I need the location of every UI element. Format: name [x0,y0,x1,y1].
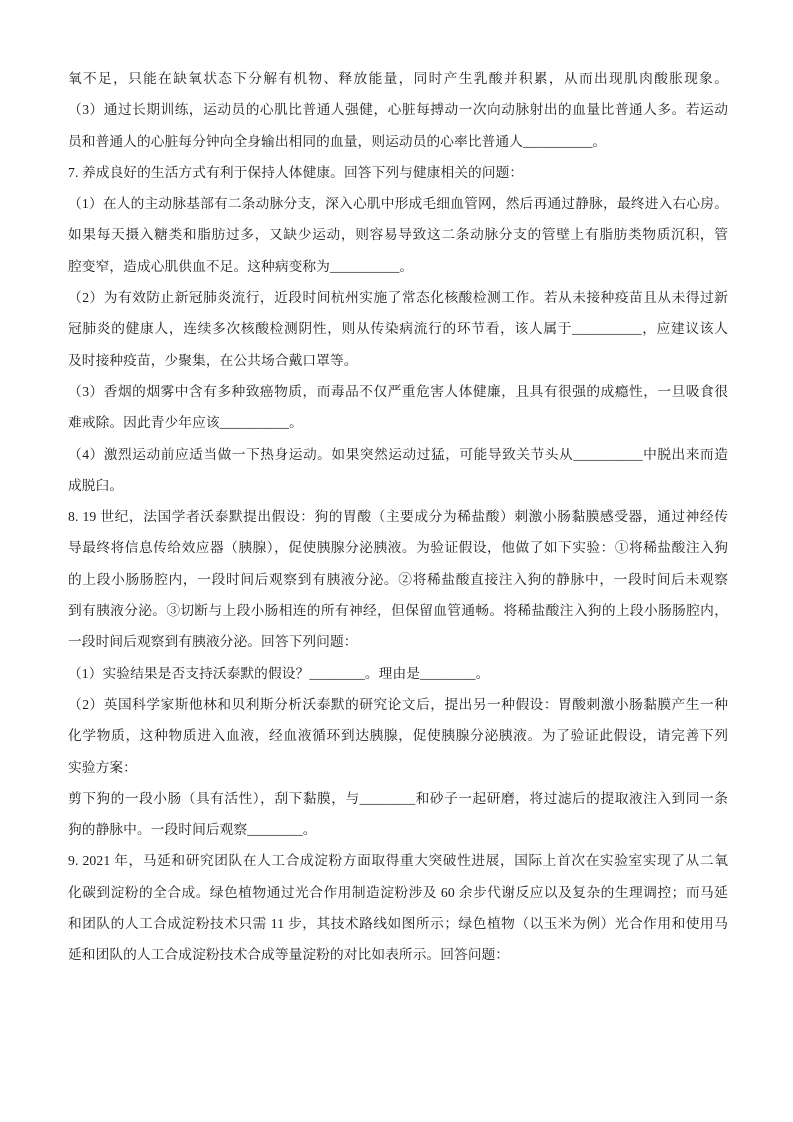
text-line: 氧不足，只能在缺氧状态下分解有机物、释放能量，同时产生乳酸并积累，从而出现肌肉酸胀现象。 [68,71,728,86]
text-line: 冠肺炎的健康人，连续多次核酸检测阴性，则从传染病流行的环节看，该人属于__________，应建议该人 [68,321,728,337]
text-line: （2）英国科学家斯他林和贝利斯分析沃泰默的研究论文后，提出另一种假设：胃酸刺激小肠黏膜产生一种 [68,696,728,712]
text-line: （4）激烈运动前应适当做一下热身运动。如果突然运动过猛，可能导致关节头从__________中脱出来而造 [68,446,728,462]
text-line: 腔变窄，造成心肌供血不足。这种病变称为__________。 [68,258,414,274]
text-line: 难戒除。因此青少年应该__________。 [68,415,303,431]
text-line: （3）香烟的烟雾中含有多种致癌物质，而毒品不仅严重危害人体健廉，且具有很强的成瘾性，一旦吸食很 [68,383,728,399]
text-line: （3）通过长期训练，运动员的心肌比普通人强健，心脏每搏动一次向动脉射出的血量比普通人多。若运动 [68,102,728,118]
text-line: （1）实验结果是否支持沃泰默的假设？________。理由是________。 [68,665,490,681]
question-6-continuation [68,63,728,157]
text-line: （2）为有效防止新冠肺炎流行，近段时间杭州实施了常态化核酸检测工作。若从未接种疫苗且从未得过新 [68,290,728,306]
text-line: 如果每天摄入糖类和脂肪过多，又缺少运动，则容易导致这二条动脉分支的管壁上有脂肪类物质沉积，管 [68,227,728,243]
question-8-heading: 8. 19 世纪，法国学者沃泰默提出假设：狗的胃酸（主要成分为稀盐酸）刺激小肠黏膜感受器，通过神经传 [68,509,728,525]
text-line: 导最终将信息传给效应器（胰腺），促使胰腺分泌胰液。为验证假设，他做了如下实验：①将稀盐酸注入狗 [68,540,728,556]
text-line: 狗的静脉中。一段时间后观察________。 [68,822,317,838]
text-line: 及时接种疫苗，少聚集，在公共场合戴口罩等。 [68,352,358,368]
question-9 [68,845,728,970]
text-line: 员和普通人的心脏每分钟向全身输出相同的血量，则运动员的心率比普通人__________。 [68,133,607,149]
text-line: 成脱臼。 [68,477,124,493]
text-line: 化学物质，这种物质进入血液，经血液循环到达胰腺，促使胰腺分泌胰液。为了验证此假设，请完善下列 [68,728,728,744]
text-line: 和团队的人工合成淀粉技术只需 11 步，其技术路线如图所示；绿色植物（以玉米为例）光合作用和使用马 [68,916,728,932]
text-line: 化碳到淀粉的全合成。绿色植物通过光合作用制造淀粉涉及 60 余步代谢反应以及复杂的生理调控；而马延 [68,884,728,900]
text-line: 一段时间后观察到有胰液分泌。回答下列问题： [68,634,358,650]
question-8 [68,501,728,845]
text-line: 的上段小肠肠腔内，一段时间后观察到有胰液分泌。②将稀盐酸直接注入狗的静脉中，一段时间后未观察 [68,571,728,587]
text-line: （1）在人的主动脉基部有二条动脉分支，深入心肌中形成毛细血管网，然后再通过静脉，最终进入右心房。 [68,196,728,212]
text-line: 到有胰液分泌。③切断与上段小肠相连的所有神经，但保留血管通畅。将稀盐酸注入狗的上段小肠肠腔内， [68,603,728,619]
question-7-heading: 7. 养成良好的生活方式有利于保持人体健康。回答下列与健康相关的问题： [68,164,524,180]
text-line: 延和团队的人工合成淀粉技术合成等量淀粉的对比如表所示。回答问题： [68,947,510,963]
question-9-heading: 9. 2021 年，马延和研究团队在人工合成淀粉方面取得重大突破性进展，国际上首次在实验室实现了从二氧 [68,853,728,869]
text-line: 实验方案： [68,759,137,775]
text-line: 剪下狗的一段小肠（具有活性），刮下黏膜，与________和砂子一起研磨，将过滤后的提取液注入到同一条 [68,790,728,806]
question-7 [68,157,728,501]
